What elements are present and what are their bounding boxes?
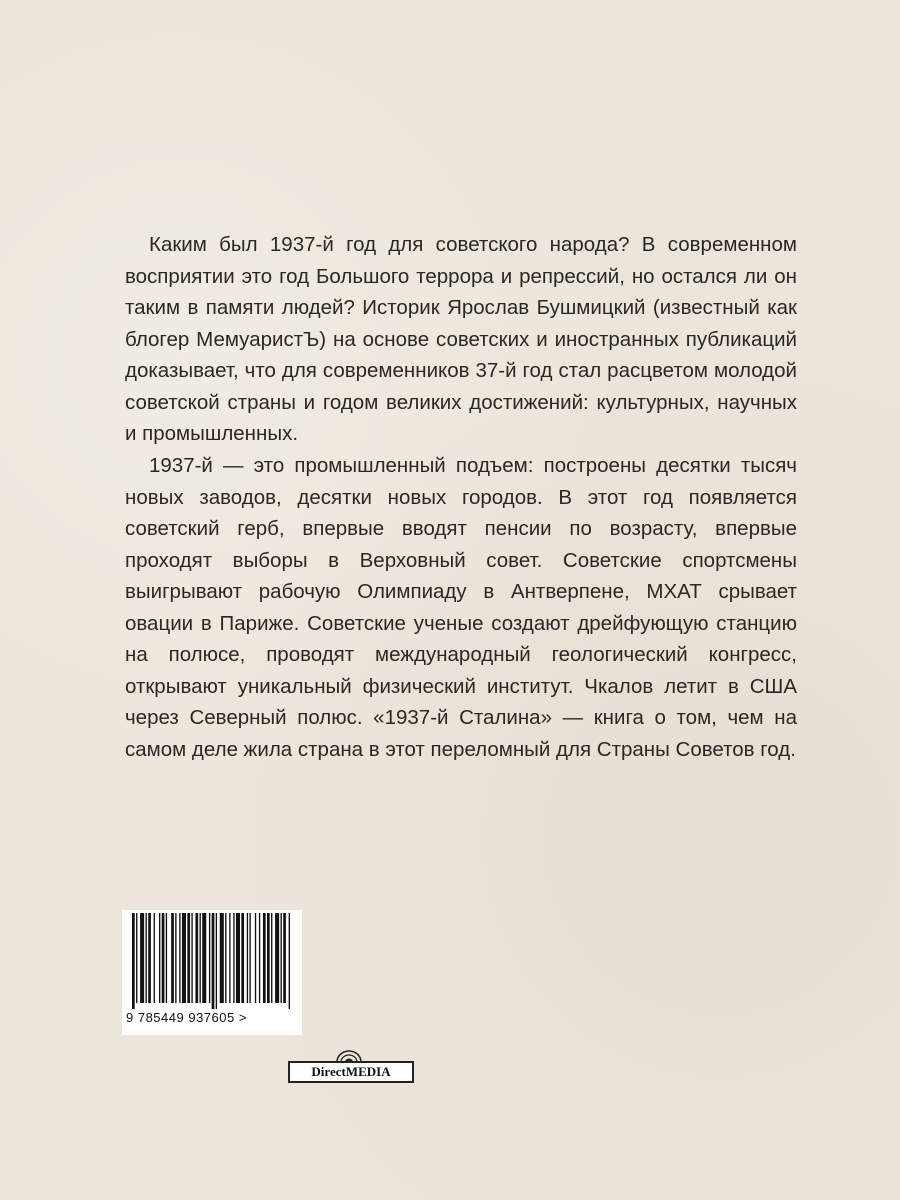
barcode-bar — [191, 913, 192, 1003]
barcode-bar — [187, 913, 190, 1003]
barcode-bar — [182, 913, 186, 1003]
barcode-bar — [159, 913, 160, 1003]
barcode-bar — [247, 913, 248, 1003]
annotation-paragraph-1 — [125, 229, 797, 450]
publisher-name: DirectMEDIA — [288, 1061, 414, 1083]
barcode-bar — [179, 913, 180, 1003]
barcode-bar — [175, 913, 176, 1003]
barcode-bar — [259, 913, 260, 1003]
barcode-bar — [200, 913, 201, 1003]
barcode-bar — [209, 913, 210, 1003]
barcode-bar — [212, 913, 215, 1009]
barcode-bar — [195, 913, 198, 1003]
annotation-paragraph-2 — [125, 450, 797, 765]
paragraph-text: 1937-й — это промышленный подъем: построены десятки тысяч новых заводов, десятки новых городов. В этот год появляется советский герб, впервые вводят пенсии по возрасту, впервые проходят выборы в Верховный совет. Советские спортсмены выигрывают рабочую Олимпиаду в Антверпене, МХАТ срывает овации в Париже. Советские ученые создают дрейфующую станцию на полюсе, проводят международный геологический конгресс, открывают уникальный физический институт. Чкалов летит в США через Северный полюс. «1937-й Сталина» — книга о том, чем на самом деле жила страна в этот переломный для Страны Советов год. — [125, 454, 797, 761]
barcode-bar — [216, 913, 217, 1009]
publisher-logo — [288, 1046, 414, 1086]
barcode-bar — [281, 913, 282, 1003]
barcode-bar — [271, 913, 272, 1003]
barcode-bar — [154, 913, 155, 1003]
barcode-bar — [275, 913, 279, 1003]
barcode-bar — [255, 913, 256, 1003]
barcode-bar — [140, 913, 144, 1003]
isbn-barcode — [122, 910, 302, 1035]
barcode-bar — [263, 913, 266, 1003]
barcode-bar — [233, 913, 234, 1003]
barcode-bar — [241, 913, 244, 1003]
isbn-digits: 9 785449 937605 > — [126, 1010, 247, 1025]
paragraph-text: Каким был 1937-й год для советского народа? В современном восприятии это год Большого террора и репрессий, но остался ли он таким в памяти людей? Историк Ярослав Бушмицкий (известный как блогер МемуаристЪ) на основе советских и иностранных публикаций доказывает, что для современников 37-й год стал расцветом молодой советской страны и годом великих достижений: культурных, научных и промышленных. — [125, 233, 797, 445]
barcode-bar — [229, 913, 230, 1003]
barcode-bar — [136, 913, 137, 1003]
barcode-bar — [267, 913, 270, 1003]
barcode-bar — [225, 913, 226, 1003]
barcode-bars — [126, 913, 298, 1009]
barcode-bar — [171, 913, 174, 1003]
barcode-bar — [162, 913, 165, 1003]
barcode-bar — [289, 913, 290, 1009]
barcode-bar — [220, 913, 224, 1003]
barcode-bar — [166, 913, 167, 1003]
barcode-bar — [202, 913, 206, 1003]
barcode-bar — [148, 913, 151, 1003]
barcode-bar — [146, 913, 147, 1003]
barcode-bar — [249, 913, 250, 1003]
barcode-bar — [236, 913, 240, 1003]
barcode-bar — [132, 913, 135, 1009]
barcode-bar — [283, 913, 286, 1003]
